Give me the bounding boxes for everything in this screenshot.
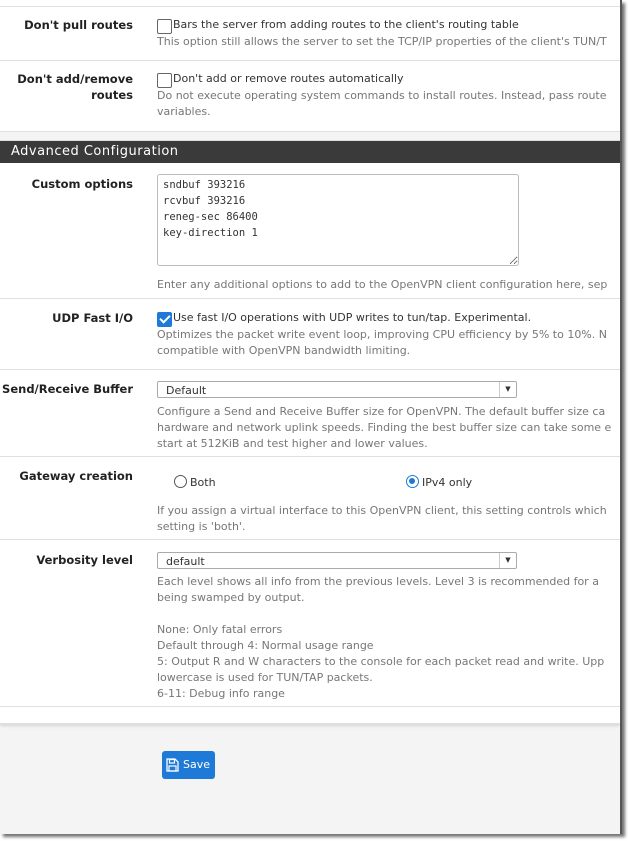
custom-options-label: Custom options: [31, 177, 133, 191]
row-send-receive-buffer: [0, 370, 620, 457]
gateway-option-ipv4-only[interactable]: IPv4 only: [406, 471, 472, 490]
verbosity-level-select[interactable]: default ▼: [157, 552, 517, 569]
gateway-option-both[interactable]: Both: [174, 471, 216, 490]
row-gateway-creation: [0, 457, 620, 540]
gateway-creation-help-2: setting is 'both'.: [157, 520, 246, 533]
gateway-creation-label: Gateway creation: [19, 469, 133, 483]
udp-fast-io-label: UDP Fast I/O: [52, 311, 133, 325]
verbosity-level-help: Each level shows all info from the previous levels. Level 3 is recommended for a being swamped by output. None: Only fatal errors Default through 4: Normal usage range 5: Output R and W characters to the console for each packet read and write. Upp lowercase is used for TUN/TAP packets. 6-11: Debug info range: [157, 575, 605, 700]
row-custom-options: [0, 163, 620, 299]
dont-pull-routes-checkbox-label: Bars the server from adding routes to the client's routing table: [173, 18, 519, 31]
dont-add-remove-routes-help-2: variables.: [157, 105, 211, 118]
gateway-creation-help-1: If you assign a virtual interface to this OpenVPN client, this setting controls which: [157, 504, 607, 517]
dont-add-remove-routes-checkbox[interactable]: [157, 73, 172, 88]
udp-fast-io-checkbox-label: Use fast I/O operations with UDP writes to tun/tap. Experimental.: [173, 311, 532, 324]
udp-fast-io-help-1: Optimizes the packet write event loop, improving CPU efficiency by 5% to 10%. N: [157, 328, 607, 341]
dont-pull-routes-help: This option still allows the server to set the TCP/IP properties of the client's TUN/T: [157, 35, 607, 48]
row-dont-pull-routes: [0, 6, 620, 61]
dont-add-remove-routes-checkbox-label: Don't add or remove routes automatically: [173, 72, 404, 85]
row-verbosity-level: [0, 540, 620, 707]
radio-ipv4-only[interactable]: [406, 475, 419, 488]
row-dont-add-remove-routes: [0, 61, 620, 132]
send-receive-buffer-select[interactable]: Default ▼: [157, 381, 517, 398]
send-receive-buffer-help-1: Configure a Send and Receive Buffer size for OpenVPN. The default buffer size ca: [157, 405, 606, 418]
udp-fast-io-help-2: compatible with OpenVPN bandwidth limiting.: [157, 344, 411, 357]
dont-add-remove-routes-label: Don't add/remove routes: [17, 72, 133, 102]
section-gap: [0, 132, 620, 141]
dont-pull-routes-label: Don't pull routes: [24, 18, 133, 32]
dont-pull-routes-checkbox[interactable]: [157, 19, 172, 34]
section-title-advanced-configuration: Advanced Configuration: [0, 141, 620, 163]
send-receive-buffer-help-3: start at 512KiB and test higher and lower values.: [157, 437, 428, 450]
udp-fast-io-checkbox[interactable]: [157, 312, 172, 327]
send-receive-buffer-label: Send/Receive Buffer: [2, 382, 133, 396]
empty-row: [0, 707, 620, 724]
custom-options-textarea[interactable]: [157, 174, 519, 266]
custom-options-help: Enter any additional options to add to the OpenVPN client configuration here, sep: [157, 278, 608, 291]
radio-both[interactable]: [174, 475, 187, 488]
save-button[interactable]: Save: [162, 751, 215, 779]
chevron-down-icon: ▼: [499, 553, 516, 568]
verbosity-level-label: Verbosity level: [36, 553, 133, 567]
chevron-down-icon: ▼: [499, 382, 516, 397]
floppy-disk-icon: [166, 758, 179, 772]
row-udp-fast-io: [0, 299, 620, 370]
send-receive-buffer-help-2: hardware and network uplink speeds. Finding the best buffer size can take some e: [157, 421, 612, 434]
dont-add-remove-routes-help-1: Do not execute operating system commands to install routes. Instead, pass route: [157, 89, 607, 102]
